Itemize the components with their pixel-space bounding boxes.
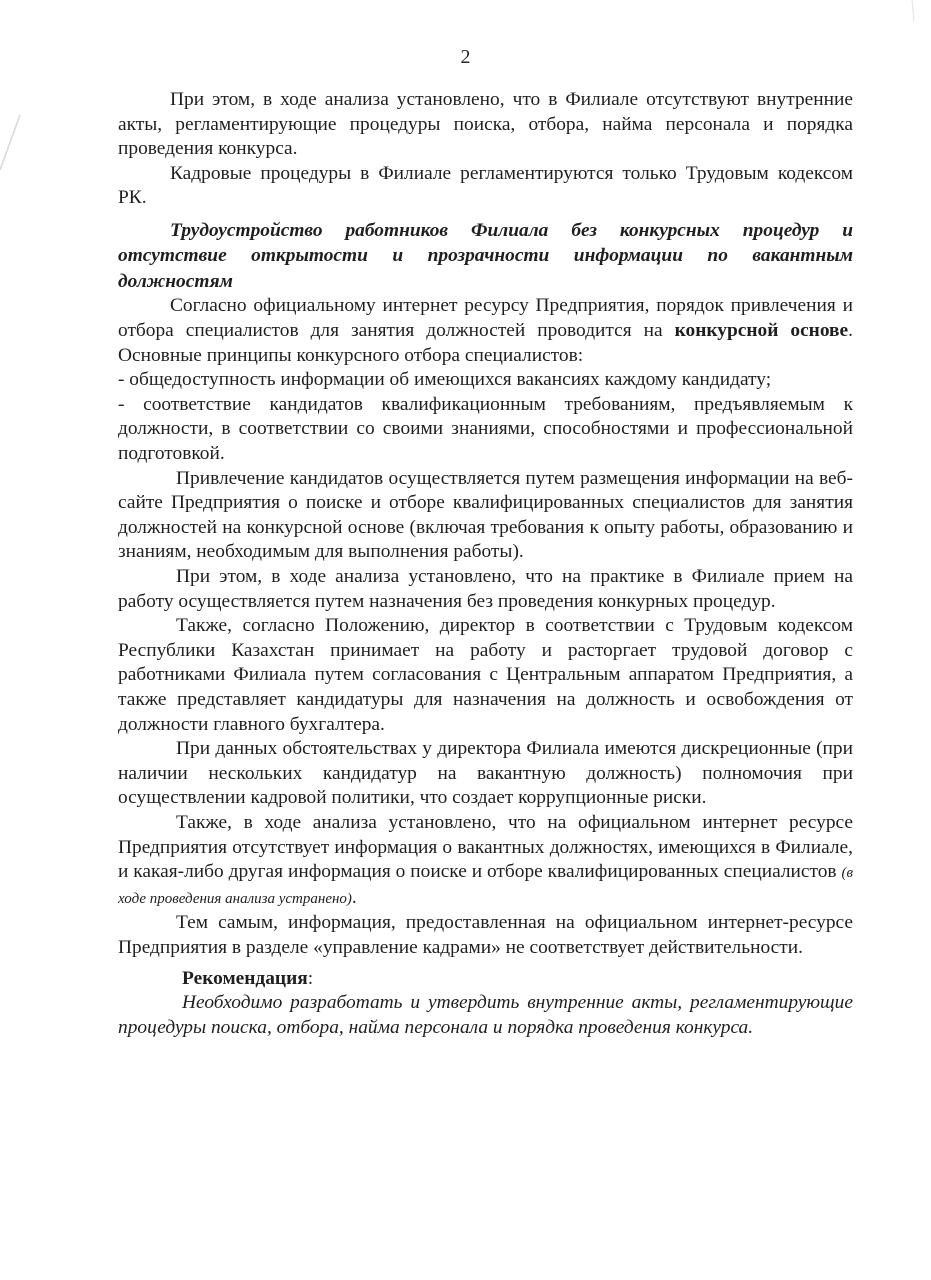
scan-edge-line-top bbox=[0, 115, 20, 170]
document-body bbox=[118, 88, 853, 1040]
paragraph-3-text-b: . Основные принципы конкурсного отбора специалистов: bbox=[118, 320, 853, 366]
section-heading: Трудоустройство работников Филиала без конкурсных процедур и отсутствие открытости и прозрачности информации по вакантным должностям bbox=[118, 219, 853, 292]
bullet-item-2 bbox=[118, 393, 853, 467]
paragraph-8-end: . bbox=[351, 886, 357, 908]
scan-edge-line-right bbox=[912, 0, 914, 22]
paragraph-6: Также, согласно Положению, директор в соответствии с Трудовым кодексом Республики Казахстан принимает на работу и расторгает трудовой договор с работниками Филиала путем согласования с Центральным аппаратом Предприятия, а также представляет кандидатуры для назначения на должность и освобождения от должности главного бухгалтера. bbox=[118, 615, 853, 735]
recommendation-label bbox=[118, 967, 853, 992]
paragraph-4: Привлечение кандидатов осуществляется путем размещения информации на веб-сайте Предприятия о поиске и отборе квалифицированных специалистов для занятия должностей на конкурсной основе (включая требования к опыту работы, образованию и знаниям, необходимым для выполнения работы). bbox=[118, 467, 853, 563]
paragraph-3-bold: конкурсной основе bbox=[674, 320, 849, 342]
recommendation-label-text: Рекомендация bbox=[182, 967, 308, 989]
paragraph-3-text-a: Согласно официальному интернет ресурсу Предприятия, порядок привлечения и отбора специалистов для занятия должностей проводится на bbox=[118, 295, 853, 342]
bullet-item-2-text: - соответствие кандидатов квалификационным требованиям, предъявляемым к должности, в соответствии со своими знаниями, способностями и профессиональной подготовкой. bbox=[118, 393, 853, 465]
paragraph-1: При этом, в ходе анализа установлено, что в Филиале отсутствуют внутренние акты, регламентирующие процедуры поиска, отбора, найма персонала и порядка проведения конкурса. bbox=[118, 89, 853, 160]
recommendation-label-colon: : bbox=[307, 967, 314, 989]
paragraph-9: Тем самым, информация, предоставленная на официальном интернет-ресурсе Предприятия в разделе «управление кадрами» не соответствует действительности. bbox=[118, 912, 853, 958]
paragraph-8 bbox=[118, 811, 853, 911]
paragraph-8-note: (в ходе проведения анализа устранено) bbox=[118, 865, 853, 907]
paragraph-7: При данных обстоятельствах у директора Филиала имеются дискреционные (при наличии нескольких кандидатур на вакантную должность) полномочия при осуществлении кадровой политики, что создает коррупционные риски. bbox=[118, 738, 853, 809]
recommendation-text: Необходимо разработать и утвердить внутренние акты, регламентирующие процедуры поиска, отбора, найма персонала и порядка проведения конкурса. bbox=[118, 992, 853, 1038]
bullet-item-1 bbox=[118, 368, 853, 393]
paragraph-8-text: Также, в ходе анализа установлено, что на официальном интернет ресурсе Предприятия отсутствует информация о вакантных должностях, имеющихся в Филиале, и какая-либо другая информация о поиске и отборе квалифицированных специалистов bbox=[118, 811, 853, 883]
bullet-item-1-text: - общедоступность информации об имеющихся вакансиях каждому кандидату; bbox=[118, 369, 772, 391]
page-number: 2 bbox=[460, 46, 471, 68]
paragraph-2: Кадровые процедуры в Филиале регламентируются только Трудовым кодексом РК. bbox=[118, 162, 853, 209]
paragraph-5: При этом, в ходе анализа установлено, что на практике в Филиале прием на работу осуществляется путем назначения без проведения конкурных процедур. bbox=[118, 566, 853, 612]
paragraph-3 bbox=[118, 294, 853, 368]
